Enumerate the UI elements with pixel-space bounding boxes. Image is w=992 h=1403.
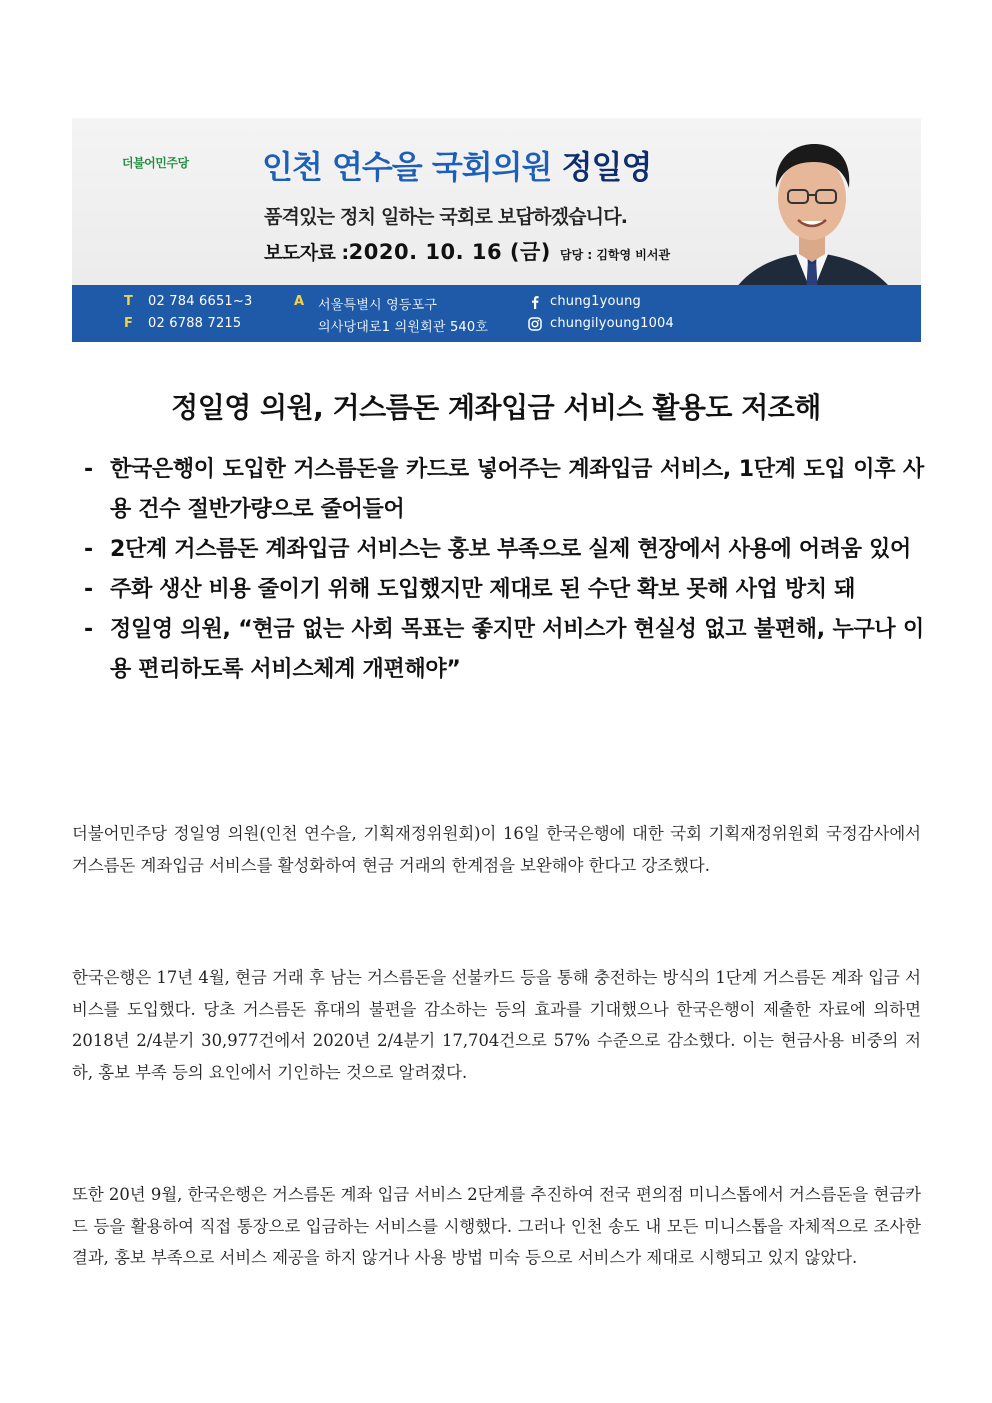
headline: [262, 142, 651, 188]
phone-key: T: [124, 294, 133, 309]
instagram-icon: [528, 317, 542, 331]
bullet-marker: -: [84, 577, 93, 602]
body-paragraph-1: 더불어민주당 정일영 의원(인천 연수을, 기획재정위원회)이 16일 한국은행에 대한 국회 기획재정위원회 국정감사에서 거스름돈 계좌입금 서비스를 활성화하여 현금 거래의 한계점을 보완해야 한다고 강조했다.: [72, 824, 921, 875]
body-paragraph-2: 한국은행은 17년 4월, 현금 거래 후 남는 거스름돈을 선불카드 등을 통해 충전하는 방식의 1단계 거스름돈 계좌 입금 서비스를 도입했다. 당초 거스름돈 휴대의 불편을 감소하는 등의 효과를 기대했으나 한국은행이 제출한 자료에 의하면 2018년 2/4분기 30,977건에서 2020년 2/4분기 17,704건으로 57% 수준으로 감소했다. 이는 현금사용 비중의 저하, 홍보 부족 등의 요인에서 기인하는 것으로 알려졌다.: [72, 968, 921, 1082]
summary-bullet: [82, 450, 924, 530]
facebook-icon: [528, 295, 542, 309]
phone-number: 02 784 6651~3: [148, 294, 253, 309]
bullet-text: 정일영 의원, “현금 없는 사회 목표는 좋지만 서비스가 현실성 없고 불편해, 누구나 이용 편리하도록 서비스체계 개편해야”: [110, 617, 924, 682]
address-line1: 서울특별시 영등포구: [318, 298, 438, 313]
article-title: 정일영 의원, 거스름돈 계좌입금 서비스 활용도 저조해: [171, 391, 821, 424]
headline-name: 정일영: [561, 148, 652, 186]
body-paragraph-3: 또한 20년 9월, 한국은행은 거스름돈 계좌 입금 서비스 2단계를 추진하여 전국 편의점 미니스톱에서 거스름돈을 현금카드 등을 활용하여 직접 통장으로 입금하는 서비스를 시행했다. 그러나 인천 송도 내 모든 미니스톱을 자체적으로 조사한 결과, 홍보 부족으로 서비스 제공을 하지 않거나 사용 방법 미숙 등으로 서비스가 제대로 시행되고 있지 않았다.: [72, 1185, 921, 1267]
address-line2: 의사당대로1 의원회관 540호: [318, 320, 489, 335]
bullet-marker: -: [84, 457, 93, 482]
press-contact: 담당 : 김학영 비서관: [560, 248, 671, 262]
press-date: 2020. 10. 16 (금): [348, 240, 551, 264]
contact-bar: [72, 285, 921, 342]
summary-bullet: [82, 530, 924, 570]
instagram-handle: chungilyoung1004: [550, 316, 675, 331]
header-banner: [72, 118, 921, 342]
address-key: A: [294, 294, 305, 309]
headline-part1: 인천 연수을 국회의원: [262, 148, 562, 186]
fax-number: 02 6788 7215: [148, 316, 242, 331]
party-logo: 더불어민주당: [122, 156, 189, 170]
facebook-handle: chung1young: [550, 294, 641, 309]
summary-bullets: [82, 450, 924, 690]
bullet-text: 주화 생산 비용 줄이기 위해 도입했지만 제대로 된 수단 확보 못해 사업 방치 돼: [110, 577, 856, 602]
bullet-marker: -: [84, 537, 93, 562]
fax-key: F: [124, 316, 133, 331]
press-release-line: [264, 236, 670, 266]
summary-bullet: [82, 570, 924, 610]
summary-bullet: [82, 610, 924, 690]
slogan: 품격있는 정치 일하는 국회로 보답하겠습니다.: [264, 206, 628, 228]
bullet-text: 한국은행이 도입한 거스름돈을 카드로 넣어주는 계좌입금 서비스, 1단계 도입 이후 사용 건수 절반가량으로 줄어들어: [110, 457, 924, 522]
bullet-text: 2단계 거스름돈 계좌입금 서비스는 홍보 부족으로 실제 현장에서 사용에 어려움 있어: [110, 537, 911, 562]
bullet-marker: -: [84, 617, 93, 642]
press-label: 보도자료 :: [264, 242, 349, 264]
